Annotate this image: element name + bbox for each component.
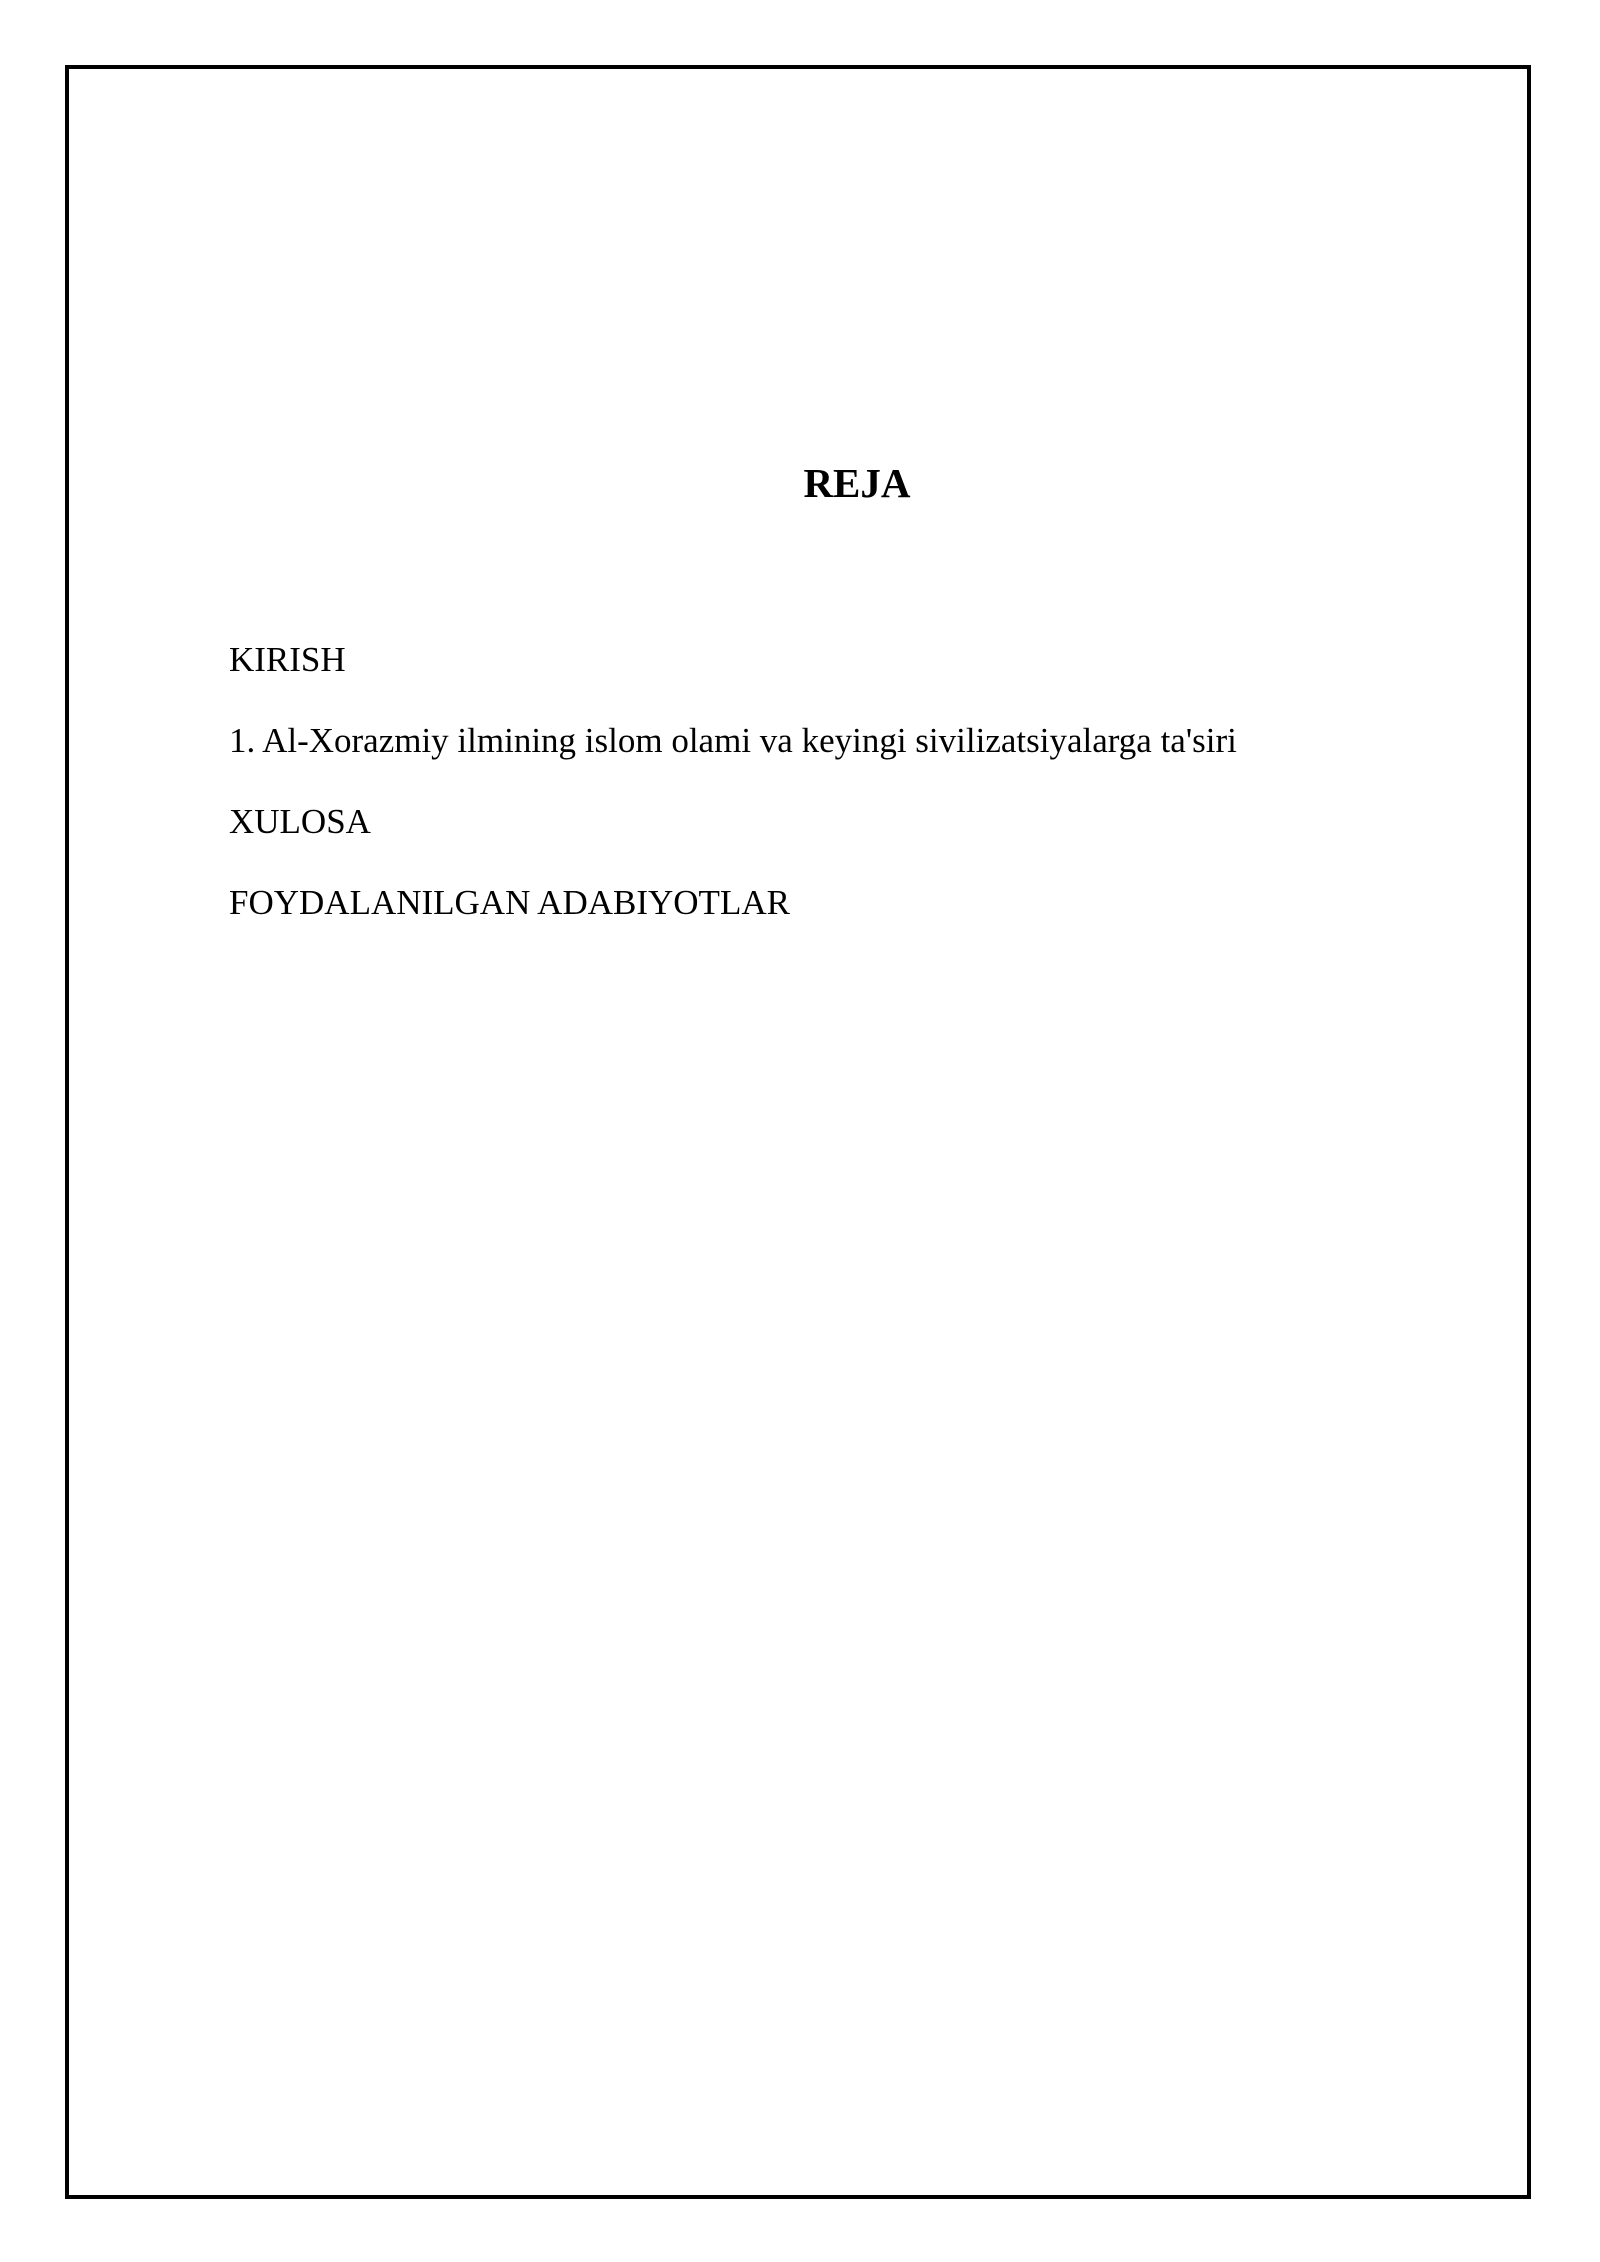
toc-item-chapter-1: 1. Al-Xorazmiy ilmining islom olami va keyingi sivilizatsiyalarga ta'siri — [229, 721, 1237, 760]
toc-item-references: FOYDALANILGAN ADABIYOTLAR — [229, 883, 790, 922]
toc-item-introduction: KIRISH — [229, 640, 346, 679]
page-title: REJA — [803, 460, 911, 506]
page-border — [65, 65, 1531, 2199]
table-of-contents — [229, 640, 1237, 964]
toc-item-conclusion: XULOSA — [229, 802, 371, 841]
